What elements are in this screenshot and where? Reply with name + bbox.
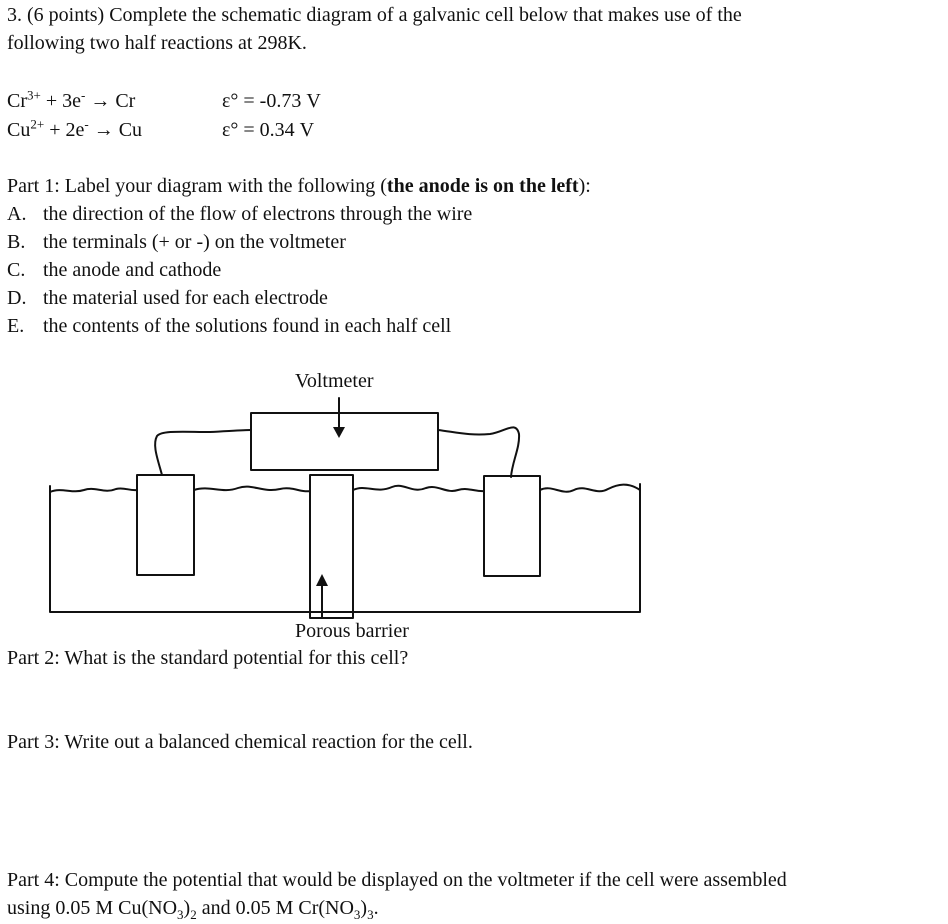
part1-bold: the anode is on the left xyxy=(386,175,579,197)
list-text: the material used for each electrode xyxy=(43,287,328,309)
arrow-icon: → xyxy=(88,119,119,141)
part1-heading xyxy=(7,174,591,198)
reactant-charge: 2+ xyxy=(30,116,45,132)
list-item-c xyxy=(7,258,221,282)
list-letter: A. xyxy=(7,203,27,225)
solution-surface-middle-right xyxy=(353,486,484,491)
list-item-a xyxy=(7,202,472,226)
subscript: 3 xyxy=(353,907,361,922)
list-letter: D. xyxy=(7,287,27,309)
electrons-term: + 2e xyxy=(44,119,85,141)
part1-suffix: ): xyxy=(578,175,591,197)
list-letter: B. xyxy=(7,231,26,253)
question-line-2: following two half reactions at 298K. xyxy=(7,32,307,54)
part4-text-a: using 0.05 M Cu(NO xyxy=(7,897,178,919)
solution-surface-left xyxy=(50,488,137,492)
solution-surface-right xyxy=(540,485,640,492)
reactant-charge: 3+ xyxy=(27,87,41,103)
reactant-species: Cu xyxy=(7,119,31,141)
list-text: the direction of the flow of electrons through the wire xyxy=(43,203,473,225)
electrode-right xyxy=(484,476,540,576)
porous-barrier xyxy=(310,475,353,618)
half-reaction-cr xyxy=(7,89,135,113)
subscript: 2 xyxy=(190,907,197,922)
porous-barrier-label: Porous barrier xyxy=(295,620,409,642)
list-item-b xyxy=(7,230,346,254)
electron-sign: - xyxy=(81,87,86,103)
electrons-term: + 3e xyxy=(40,90,81,112)
reactant-species: Cr xyxy=(7,90,27,112)
potential-cu: ε° = 0.34 V xyxy=(222,119,315,141)
part4-text-c: and 0.05 M Cr(NO xyxy=(196,897,354,919)
voltmeter-arrowhead xyxy=(333,427,345,438)
part4-line-2 xyxy=(7,896,379,920)
barrier-arrowhead xyxy=(316,574,328,586)
wire-right xyxy=(438,427,519,477)
potential-cr: ε° = -0.73 V xyxy=(222,90,321,112)
part4-text-d: ) xyxy=(360,897,368,919)
half-reaction-cu xyxy=(7,118,142,142)
subscript: 3 xyxy=(177,907,184,922)
list-letter: E. xyxy=(7,315,25,337)
voltmeter-label: Voltmeter xyxy=(295,370,374,392)
part4-text-b: ) xyxy=(183,897,191,919)
part4-line-1: Part 4: Compute the potential that would be displayed on the voltmeter if the cell were assembled xyxy=(7,869,787,891)
list-text: the contents of the solutions found in each half cell xyxy=(43,315,452,337)
question-line-1: 3. (6 points) Complete the schematic diagram of a galvanic cell below that makes use of the xyxy=(7,4,742,26)
arrow-icon: → xyxy=(85,90,116,112)
list-item-e xyxy=(7,314,451,338)
beaker xyxy=(50,484,640,612)
list-letter: C. xyxy=(7,259,26,281)
part1-prefix: Part 1: Label your diagram with the following ( xyxy=(7,175,387,197)
part3-text: Part 3: Write out a balanced chemical reaction for the cell. xyxy=(7,731,473,753)
product-species: Cr xyxy=(115,90,136,112)
part4-text-e: . xyxy=(373,897,379,919)
solution-surface-middle-left xyxy=(194,487,310,492)
wire-left xyxy=(155,430,251,475)
electrode-left xyxy=(137,475,194,575)
electron-sign: - xyxy=(84,116,89,132)
list-item-d xyxy=(7,286,328,310)
subscript: 3 xyxy=(367,907,374,922)
list-text: the terminals (+ or -) on the voltmeter xyxy=(43,231,346,253)
list-text: the anode and cathode xyxy=(43,259,222,281)
product-species: Cu xyxy=(118,119,143,141)
voltmeter-box xyxy=(251,413,438,470)
part2-text: Part 2: What is the standard potential for this cell? xyxy=(7,647,409,669)
